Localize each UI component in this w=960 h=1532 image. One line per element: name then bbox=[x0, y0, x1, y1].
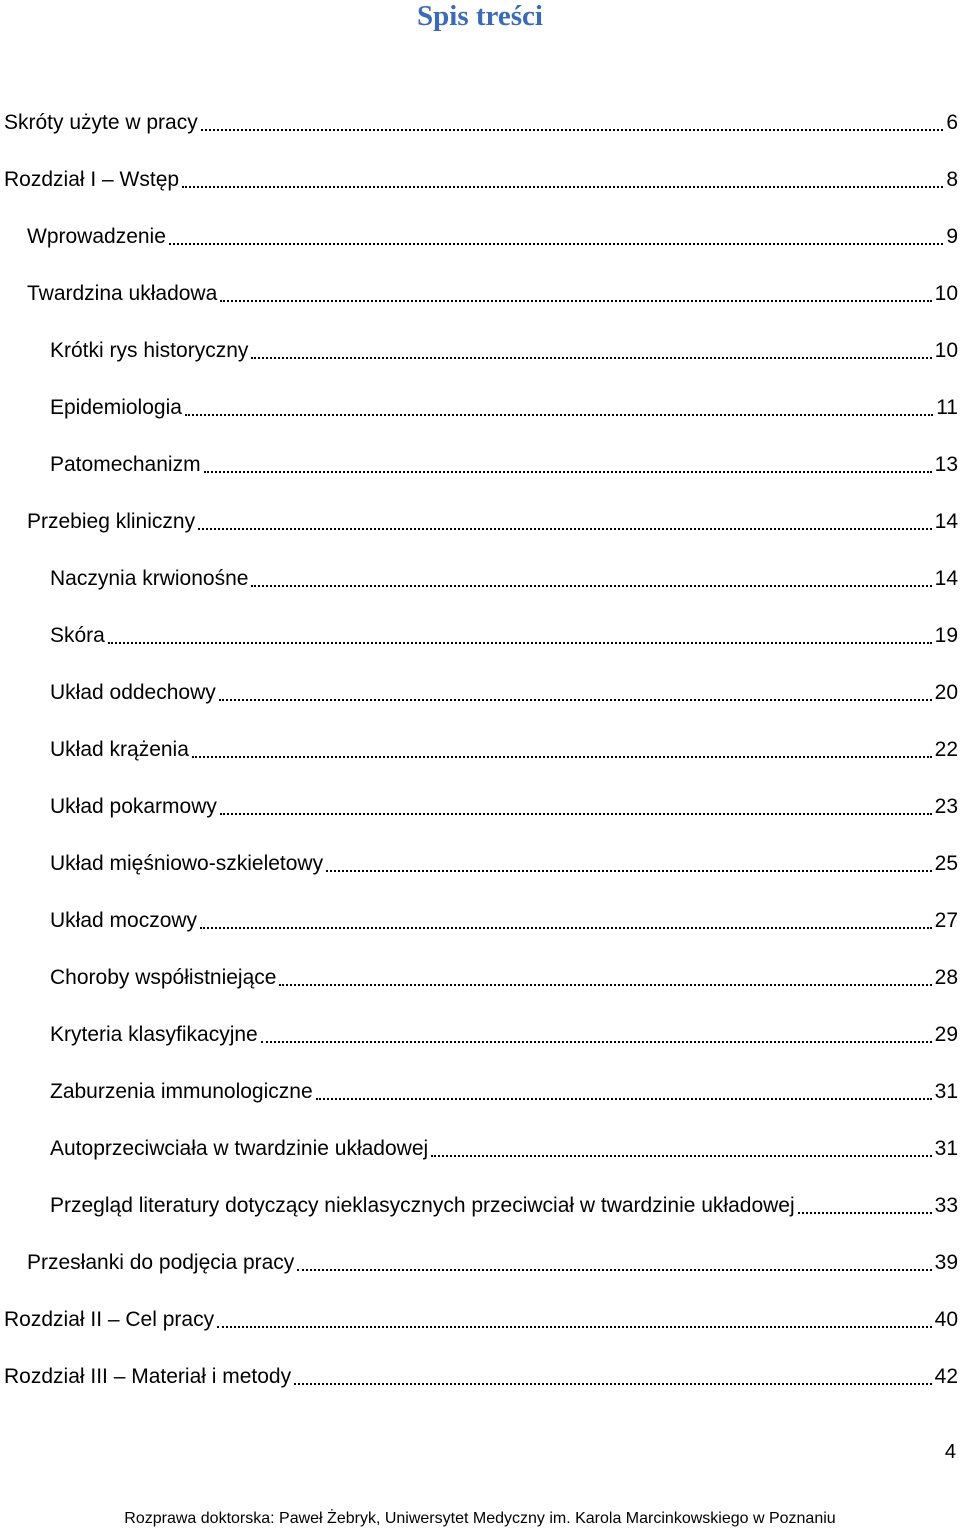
toc-dot-leader bbox=[180, 166, 945, 194]
toc-entry-page: 39 bbox=[934, 1250, 958, 1274]
toc-entry[interactable] bbox=[0, 1348, 958, 1405]
toc-entry-title: Krótki rys historyczny bbox=[50, 338, 249, 362]
toc-dot-leader bbox=[249, 337, 933, 365]
toc-dot-leader bbox=[218, 793, 934, 821]
toc-entry-title: Rozdział I – Wstęp bbox=[4, 167, 180, 191]
toc-entry[interactable] bbox=[0, 493, 958, 550]
toc-dot-leader bbox=[295, 1249, 933, 1277]
toc-entry[interactable] bbox=[0, 379, 958, 436]
toc-entry-page: 19 bbox=[934, 623, 958, 647]
toc-entry[interactable] bbox=[0, 322, 958, 379]
table-of-contents bbox=[0, 94, 958, 1405]
toc-entry[interactable] bbox=[0, 1291, 958, 1348]
toc-entry[interactable] bbox=[0, 1177, 958, 1234]
toc-entry[interactable] bbox=[0, 835, 958, 892]
toc-entry[interactable] bbox=[0, 94, 958, 151]
toc-entry-title: Patomechanizm bbox=[50, 452, 201, 476]
toc-entry-title: Twardzina układowa bbox=[27, 281, 218, 305]
toc-entry-title: Przebieg kliniczny bbox=[27, 509, 196, 533]
toc-entry[interactable] bbox=[0, 721, 958, 778]
toc-entry-title: Epidemiologia bbox=[50, 395, 182, 419]
toc-dot-leader bbox=[198, 907, 934, 935]
toc-entry-title: Układ mięśniowo-szkieletowy bbox=[50, 851, 324, 875]
toc-entry[interactable] bbox=[0, 1234, 958, 1291]
toc-dot-leader bbox=[218, 280, 933, 308]
toc-entry-page: 11 bbox=[936, 395, 958, 419]
toc-entry-page: 29 bbox=[934, 1022, 958, 1046]
toc-entry[interactable] bbox=[0, 892, 958, 949]
toc-entry-title: Układ oddechowy bbox=[50, 680, 216, 704]
toc-entry[interactable] bbox=[0, 1063, 958, 1120]
toc-dot-leader bbox=[183, 394, 935, 422]
toc-entry-title: Układ krążenia bbox=[50, 737, 189, 761]
toc-entry[interactable] bbox=[0, 208, 958, 265]
toc-entry-title: Skróty użyte w pracy bbox=[4, 110, 198, 134]
toc-entry-title: Autoprzeciwciała w twardzinie układowej bbox=[50, 1136, 429, 1160]
toc-entry[interactable] bbox=[0, 607, 958, 664]
toc-dot-leader bbox=[217, 679, 934, 707]
toc-dot-leader bbox=[215, 1306, 934, 1334]
toc-dot-leader bbox=[292, 1363, 934, 1391]
toc-entry[interactable] bbox=[0, 664, 958, 721]
toc-entry-page: 9 bbox=[946, 224, 958, 248]
page-number: 4 bbox=[944, 1441, 956, 1463]
toc-entry-page: 31 bbox=[934, 1136, 958, 1160]
toc-dot-leader bbox=[314, 1078, 934, 1106]
toc-dot-leader bbox=[196, 508, 934, 536]
toc-entry-page: 8 bbox=[946, 167, 958, 191]
toc-dot-leader bbox=[199, 109, 946, 137]
toc-entry-page: 31 bbox=[934, 1079, 958, 1103]
toc-entry-title: Skóra bbox=[50, 623, 105, 647]
toc-entry[interactable] bbox=[0, 265, 958, 322]
toc-entry-page: 42 bbox=[934, 1364, 958, 1388]
toc-entry-page: 40 bbox=[934, 1307, 958, 1331]
toc-dot-leader bbox=[259, 1021, 934, 1049]
toc-entry-title: Naczynia krwionośne bbox=[50, 566, 249, 590]
toc-entry-page: 27 bbox=[934, 908, 958, 932]
toc-dot-leader bbox=[429, 1135, 933, 1163]
toc-dot-leader bbox=[249, 565, 933, 593]
toc-entry-page: 33 bbox=[934, 1193, 958, 1217]
toc-entry-title: Choroby współistniejące bbox=[50, 965, 277, 989]
toc-entry[interactable] bbox=[0, 151, 958, 208]
toc-entry-page: 25 bbox=[934, 851, 958, 875]
toc-entry-title: Układ pokarmowy bbox=[50, 794, 217, 818]
toc-entry[interactable] bbox=[0, 1120, 958, 1177]
toc-entry-page: 6 bbox=[946, 110, 958, 134]
toc-dot-leader bbox=[190, 736, 934, 764]
toc-entry-title: Rozdział II – Cel pracy bbox=[4, 1307, 215, 1331]
toc-dot-leader bbox=[202, 451, 934, 479]
toc-dot-leader bbox=[167, 223, 945, 251]
toc-entry[interactable] bbox=[0, 436, 958, 493]
toc-dot-leader bbox=[277, 964, 933, 992]
toc-entry-page: 13 bbox=[934, 452, 958, 476]
toc-dot-leader bbox=[796, 1192, 934, 1220]
toc-dot-leader bbox=[106, 622, 934, 650]
toc-entry-page: 28 bbox=[934, 965, 958, 989]
toc-entry-page: 10 bbox=[934, 338, 958, 362]
toc-entry-title: Rozdział III – Materiał i metody bbox=[4, 1364, 292, 1388]
toc-entry-title: Zaburzenia immunologiczne bbox=[50, 1079, 313, 1103]
toc-entry[interactable] bbox=[0, 550, 958, 607]
toc-entry-title: Przesłanki do podjęcia pracy bbox=[27, 1250, 295, 1274]
page-footer: Rozprawa doktorska: Paweł Żebryk, Uniwersytet Medyczny im. Karola Marcinkowskiego w Poznaniu bbox=[124, 1510, 836, 1527]
toc-entry-page: 14 bbox=[934, 566, 958, 590]
toc-entry-page: 20 bbox=[934, 680, 958, 704]
page-title: Spis treści bbox=[417, 0, 543, 32]
toc-entry-page: 14 bbox=[934, 509, 958, 533]
toc-dot-leader bbox=[324, 850, 934, 878]
toc-entry-title: Kryteria klasyfikacyjne bbox=[50, 1022, 258, 1046]
toc-entry[interactable] bbox=[0, 1006, 958, 1063]
toc-entry-page: 22 bbox=[934, 737, 958, 761]
toc-entry-title: Układ moczowy bbox=[50, 908, 198, 932]
toc-entry-page: 23 bbox=[934, 794, 958, 818]
toc-entry[interactable] bbox=[0, 778, 958, 835]
toc-entry-title: Przegląd literatury dotyczący nieklasycznych przeciwciał w twardzinie układowej bbox=[50, 1193, 795, 1217]
toc-entry-title: Wprowadzenie bbox=[27, 224, 166, 248]
toc-entry[interactable] bbox=[0, 949, 958, 1006]
toc-entry-page: 10 bbox=[934, 281, 958, 305]
